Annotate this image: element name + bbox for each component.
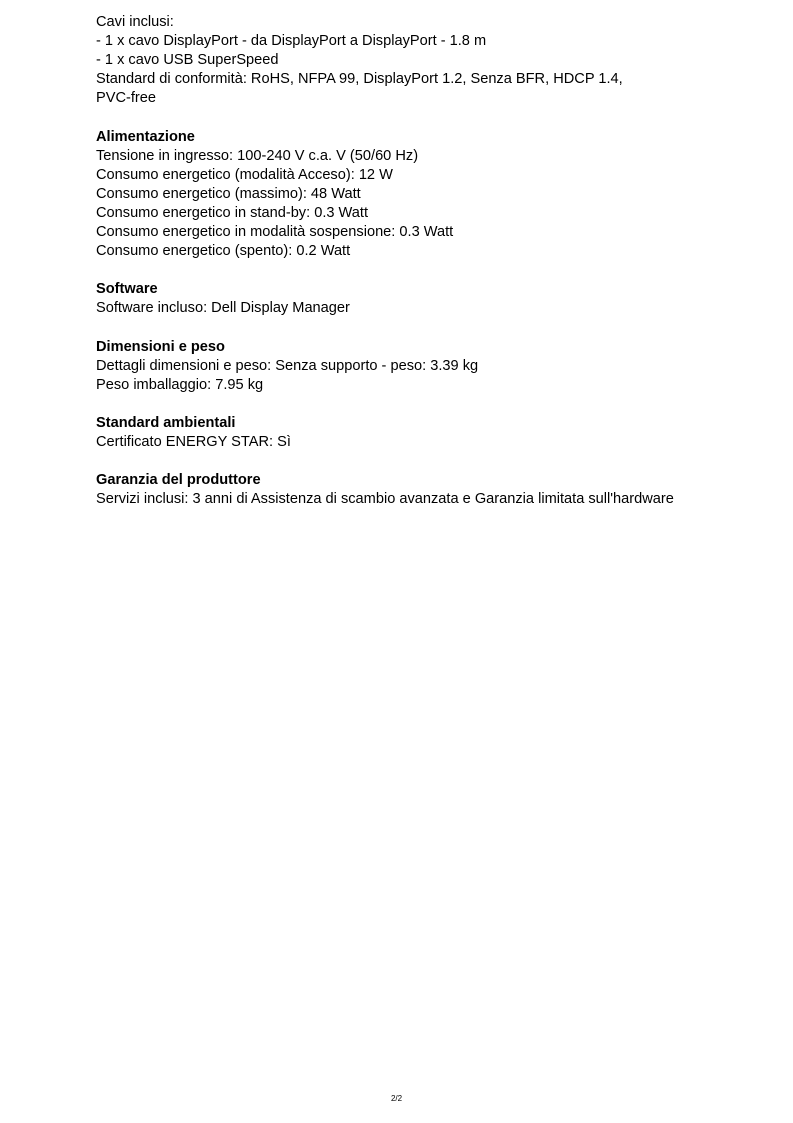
software-section [96,280,756,318]
power-consumption-max: Consumo energetico (massimo): 48 Watt [96,185,361,202]
compliance-standards: Standard di conformità: RoHS, NFPA 99, DisplayPort 1.2, Senza BFR, HDCP 1.4, [96,71,623,88]
warranty-services: Servizi inclusi: 3 anni di Assistenza di scambio avanzata e Garanzia limitata sull'hardware [96,491,674,508]
software-included: Software incluso: Dell Display Manager [96,300,350,317]
power-consumption-off: Consumo energetico (spento): 0.2 Watt [96,243,351,260]
package-weight: Peso imballaggio: 7.95 kg [96,376,264,393]
power-section [96,128,756,262]
cable-item: - 1 x cavo DisplayPort - da DisplayPort a DisplayPort - 1.8 m [96,33,487,50]
dimensions-section [96,338,756,395]
cables-section [96,13,756,108]
cables-label: Cavi inclusi: [96,14,174,30]
environment-heading: Standard ambientali [96,414,236,431]
software-heading: Software [96,281,158,298]
page-number: 2/2 [390,1094,403,1103]
spec-sheet-body [96,13,756,509]
warranty-heading: Garanzia del produttore [96,472,261,489]
environment-section [96,414,756,452]
dimensions-heading: Dimensioni e peso [96,338,225,355]
warranty-section [96,471,756,509]
section-spacer [96,452,756,471]
energy-star-certification: Certificato ENERGY STAR: Sì [96,434,291,451]
section-spacer [96,395,756,414]
compliance-standards-continued: PVC-free [96,90,157,107]
power-consumption-sleep: Consumo energetico in modalità sospensione: 0.3 Watt [96,224,454,241]
power-consumption-standby: Consumo energetico in stand-by: 0.3 Watt [96,204,369,221]
section-spacer [96,261,756,280]
power-consumption-on: Consumo energetico (modalità Acceso): 12 W [96,166,393,183]
dimensions-details: Dettagli dimensioni e peso: Senza supporto - peso: 3.39 kg [96,357,479,374]
input-voltage: Tensione in ingresso: 100-240 V c.a. V (50/60 Hz) [96,147,419,164]
section-spacer [96,319,756,338]
cable-item: - 1 x cavo USB SuperSpeed [96,52,279,69]
section-spacer [96,108,756,127]
power-heading: Alimentazione [96,128,195,145]
